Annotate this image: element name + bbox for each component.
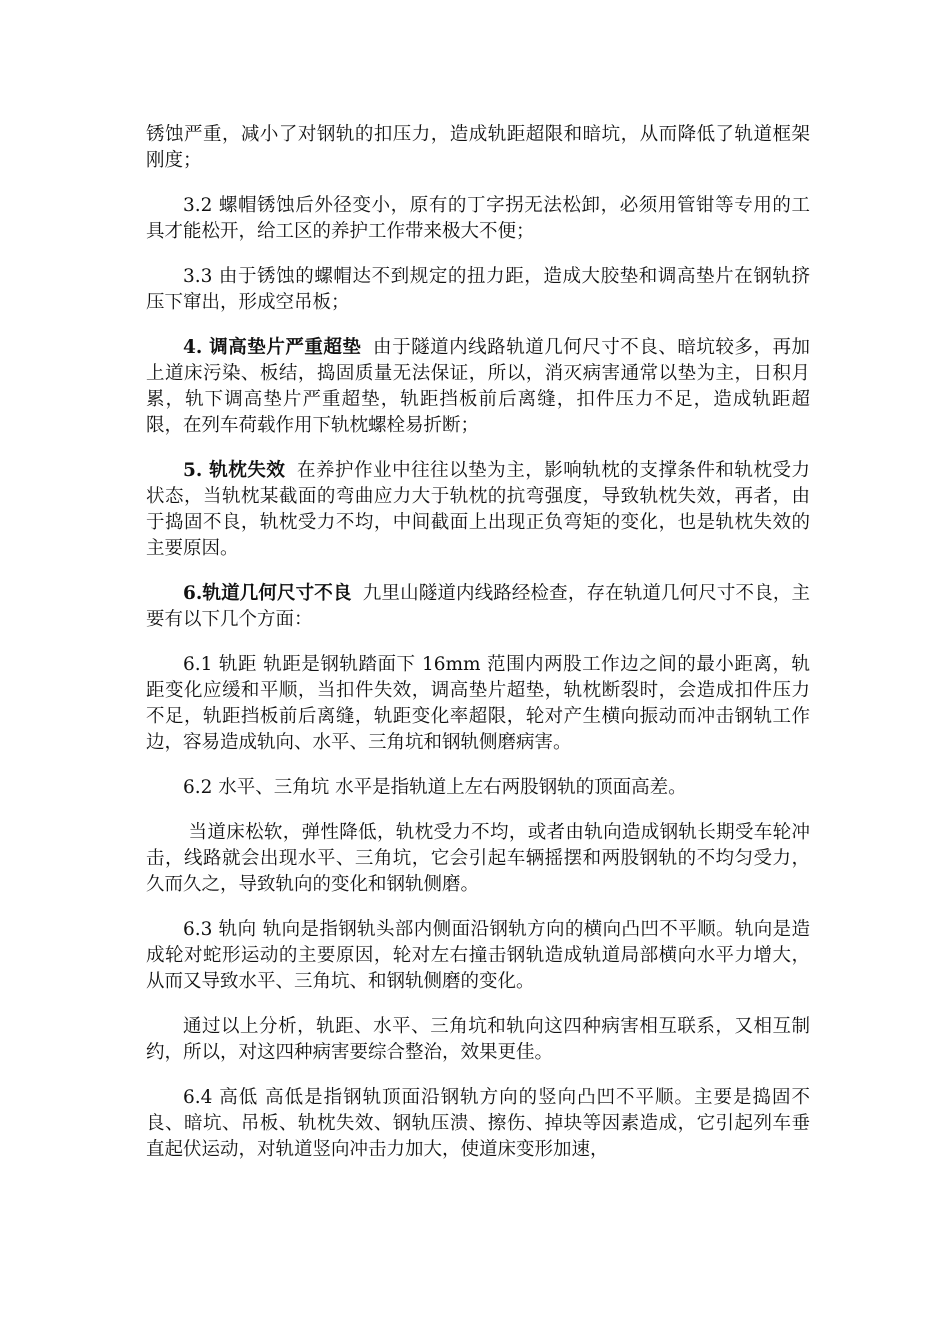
paragraph-text: 6.3 轨向 轨向是指钢轨头部内侧面沿钢轨方向的横向凸凹不平顺。轨向是造成轮对蛇形运动的主要原因，轮对左右撞击钢轨造成轨道局部横向水平力增大，从而又导致水平、三角坑、和钢轨侧磨的变化。	[146, 919, 810, 992]
paragraph-text: 3.2 螺帽锈蚀后外径变小，原有的丁字拐无法松卸，必须用管钳等专用的工具才能松开，给工区的养护工作带来极大不便；	[146, 195, 810, 242]
paragraph-4	[146, 335, 810, 439]
paragraph-text: 由于隧道内线路轨道几何尺寸不良、暗坑较多，再加上道床污染、板结，捣固质量无法保证，所以，消灭病害通常以垫为主，日积月累，轨下调高垫片严重超垫，轨距挡板前后离缝，扣件压力不足，造成轨距超限，在列车荷载作用下轨枕螺栓易折断；	[146, 337, 810, 436]
paragraph-6-2	[146, 775, 810, 801]
paragraph-summary	[146, 1014, 810, 1066]
paragraph-text: 锈蚀严重，减小了对钢轨的扣压力，造成轨距超限和暗坑，从而降低了轨道框架刚度；	[146, 124, 810, 171]
paragraph-continuation	[146, 122, 810, 174]
paragraph-heading: 5. 轨枕失效	[183, 460, 286, 481]
paragraph-text: 当道床松软，弹性降低，轨枕受力不均，或者由轨向造成钢轨长期受车轮冲击，线路就会出现水平、三角坑，它会引起车辆摇摆和两股钢轨的不均匀受力，久而久之，导致轨向的变化和钢轨侧磨。	[146, 822, 810, 895]
paragraph-text: 6.4 高低 高低是指钢轨顶面沿钢轨方向的竖向凸凹不平顺。主要是捣固不良、暗坑、吊板、轨枕失效、钢轨压溃、擦伤、掉块等因素造成，它引起列车垂直起伏运动，对轨道竖向冲击力加大，使道床变形加速，	[146, 1087, 810, 1160]
paragraph-text: 6.1 轨距 轨距是钢轨踏面下 16mm 范围内两股工作边之间的最小距离，轨距变化应缓和平顺，当扣件失效，调高垫片超垫，轨枕断裂时，会造成扣件压力不足，轨距挡板前后离缝，轨距变化率超限，轮对产生横向振动而冲击钢轨工作边，容易造成轨向、水平、三角坑和钢轨侧磨病害。	[146, 654, 810, 753]
paragraph-heading: 6.轨道几何尺寸不良	[183, 583, 352, 604]
paragraph-3-2	[146, 193, 810, 245]
paragraph-heading: 4. 调高垫片严重超垫	[183, 337, 362, 358]
paragraph-6	[146, 581, 810, 633]
paragraph-text: 通过以上分析，轨距、水平、三角坑和轨向这四种病害相互联系，又相互制约，所以，对这四种病害要综合整治，效果更佳。	[146, 1016, 810, 1063]
document-page	[146, 122, 810, 1182]
paragraph-6-4	[146, 1085, 810, 1163]
paragraph-text: 3.3 由于锈蚀的螺帽达不到规定的扭力距，造成大胶垫和调高垫片在钢轨挤压下窜出，形成空吊板；	[146, 266, 810, 313]
paragraph-text: 在养护作业中往往以垫为主，影响轨枕的支撑条件和轨枕受力状态，当轨枕某截面的弯曲应力大于轨枕的抗弯强度，导致轨枕失效，再者，由于捣固不良，轨枕受力不均，中间截面上出现正负弯矩的变化，也是轨枕失效的主要原因。	[146, 460, 810, 559]
paragraph-3-3	[146, 264, 810, 316]
paragraph-text: 九里山隧道内线路经检查，存在轨道几何尺寸不良，主要有以下几个方面：	[146, 583, 810, 630]
paragraph-6-2-detail	[146, 820, 810, 898]
paragraph-6-1	[146, 652, 810, 756]
paragraph-text: 6.2 水平、三角坑 水平是指轨道上左右两股钢轨的顶面高差。	[183, 777, 687, 798]
paragraph-6-3	[146, 917, 810, 995]
paragraph-5	[146, 458, 810, 562]
